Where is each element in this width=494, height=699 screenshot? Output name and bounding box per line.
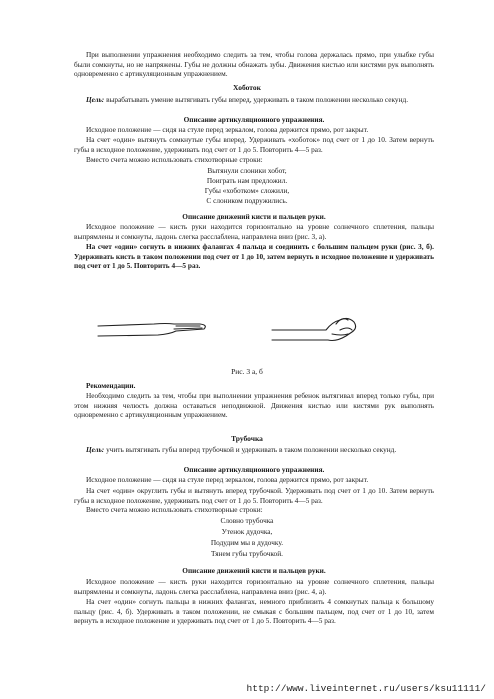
goal-paragraph-2 bbox=[74, 445, 434, 455]
source-url: http://www.liveinternet.ru/users/ksu11111/ bbox=[246, 683, 486, 694]
goal-text: учить вытягивать губы вперед трубочкой и удерживать в таком положении несколько секунд. bbox=[104, 445, 397, 454]
hand-p2-1: На счет «один» согнуть в нижних фалангах 4 пальца и соединить с большим пальцем руки (рис. 3, б). Удерживать кисть в таком положении под счет от 1 до 10, затем вернуть в исходное положение и удерживать под счет от 1 до 5. Повторить 4—5 раз. bbox=[74, 242, 434, 271]
verse2-line-1: Словно трубочка bbox=[220, 516, 274, 525]
artic-p1-2: Исходное положение — сидя на стуле перед зеркалом, голова держится прямо, рот закрыт. bbox=[86, 475, 369, 484]
verse2-line-4: Тянем губы трубочкой. bbox=[211, 549, 283, 558]
artic-p3-1: Вместо счета можно использовать стихотворные строки: bbox=[86, 155, 263, 164]
hand-p1-1: Исходное положение — кисть руки находится горизонтально на уровне солнечного сплетения, пальцы выпрямлены и сомкнуты, ладонь слегка расслаблена, направлена вниз (рис. 3, а). bbox=[74, 222, 434, 241]
verse-line-3: Губы «хоботком» сложили, bbox=[204, 186, 290, 195]
goal-label: Цель: bbox=[86, 445, 105, 454]
goal-paragraph-1 bbox=[74, 95, 434, 105]
artic-p2-2: На счет «один» округлить губы и вытянуть вперед трубочкой. Удерживать под счет от 1 до 10. Затем вернуть губы в исходное положение, удерживать под счет от 1 до 5. Повторить 4—5 раз. bbox=[74, 486, 434, 505]
recommendations-text: Необходимо следить за тем, чтобы при выполнении упражнения ребенок вытягивал вперед только губы, при этом нижняя челюсть должна оставаться неподвижной. Движения кистью или кистями рук выполнять одновременно с артикуляционным упражнением. bbox=[74, 391, 434, 420]
goal-text: вырабатывать умение вытягивать губы вперед, удерживать в таком положении несколько секунд. bbox=[104, 95, 409, 104]
recommendations-heading: Рекомендации. bbox=[86, 381, 136, 390]
hand-heading-1: Описание движений кисти и пальцев руки. bbox=[182, 212, 326, 221]
figure-caption: Рис. 3 а, б bbox=[231, 367, 263, 376]
intro-paragraph: При выполнении упражнения необходимо следить за тем, чтобы голова держалась прямо, при улыбке губы были сомкнуты, но не напряжены. Губы не должны обнажать зубы. Движения кистью или кистями рук выполнять одновременно с артикуляционным упражнением. bbox=[74, 50, 434, 79]
goal-label: Цель: bbox=[86, 95, 105, 104]
verse2-line-2: Утенок дудочка, bbox=[221, 527, 273, 536]
artic-p2-1: На счет «один» вытянуть сомкнутые губы вперед. Удерживать «хоботок» под счет от 1 до 10. Затем вернуть губы в исходное положение, удерживать под счет от 1 до 5. Повторить 4—5 раз. bbox=[74, 135, 434, 154]
verse2-line-3: Подудим мы в дудочку. bbox=[210, 538, 284, 547]
verse-line-1: Вытянули слоники хобот, bbox=[207, 166, 287, 175]
hand-illustration bbox=[96, 302, 396, 358]
hand-p1-2: Исходное положение — кисть руки находится горизонтально на уровне солнечного сплетения, пальцы выпрямлены и сомкнуты, ладонь слегка расслаблена, направлена вниз (рис. 4, а). bbox=[74, 577, 434, 596]
artic-heading-2: Описание артикуляционного упражнения. bbox=[183, 465, 325, 474]
artic-p1-1: Исходное положение — сидя на стуле перед зеркалом, голова держится прямо, рот закрыт. bbox=[86, 125, 369, 134]
artic-p3-2: Вместо счета можно использовать стихотворные строки: bbox=[86, 505, 263, 514]
verse-line-4: С слоником подружились. bbox=[206, 196, 288, 205]
verse-line-2: Поиграть нам предложил. bbox=[206, 176, 288, 185]
section-title-trubochka: Трубочка bbox=[231, 434, 263, 443]
hand-p2-2: На счет «один» согнуть пальцы в нижних фалангах, немного приблизить 4 сомкнутых пальца к большому пальцу (рис. 4, б). Удерживать в таком положении, не смыкая с большим пальцем, под счет от 1 до 10, затем вернуть в исходное положение и удерживать под счет от 1 до 5. Повторить 4—5 раз. bbox=[74, 597, 434, 626]
flat-hand-outline bbox=[98, 324, 205, 337]
artic-heading-1: Описание артикуляционного упражнения. bbox=[183, 115, 325, 124]
hand-heading-2: Описание движений кисти и пальцев руки. bbox=[182, 566, 326, 575]
section-title-khobotok: Хоботок bbox=[233, 83, 261, 92]
pinched-hand-outline bbox=[272, 318, 356, 340]
